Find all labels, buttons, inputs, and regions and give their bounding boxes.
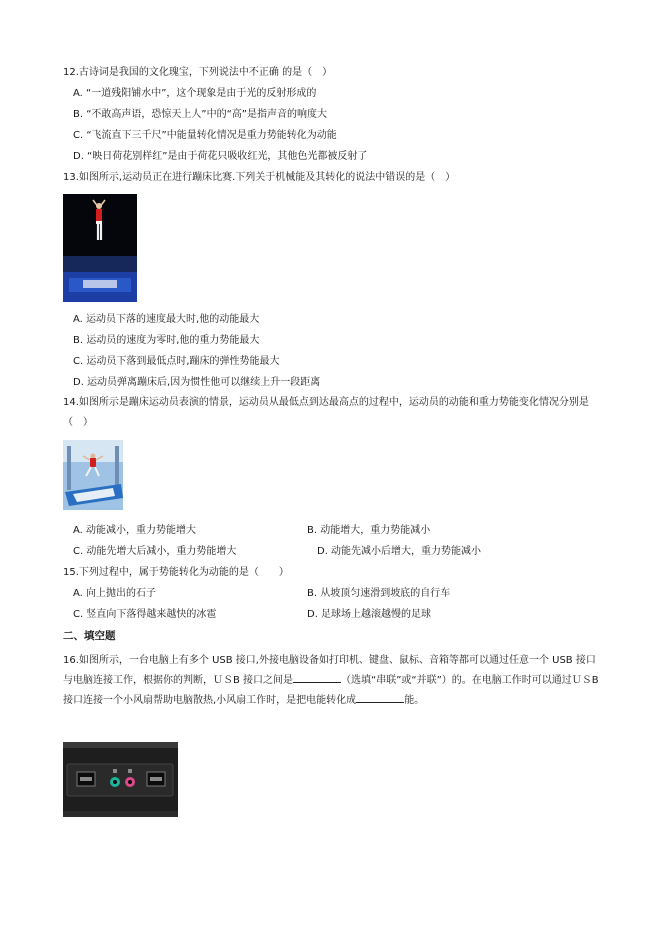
answer-blank-1[interactable] [293,672,341,683]
section-title: 二、填空题 [63,630,116,642]
q16-text [63,651,605,711]
q12-option-b: B. “不敢高声语，恐惊天上人”中的“高”是指声音的响度大 [73,109,327,120]
q12-option-d: D. “映日荷花别样红”是由于荷花只吸收红光，其他色光都被反射了 [73,151,368,162]
q15-option-c: C. 竖直向下落得越来越快的冰雹 [73,609,217,620]
usb-ports-photo [63,742,178,817]
q16-part2: （选填“串联”或“并联”）的。在电脑工作时可以通过ＵＳB 接口连接一个小风扇帮助电脑散热,小风扇工作时，是把电能转化成 [63,675,599,706]
q12-option-a: A. “一道残阳铺水中”，这个现象是由于光的反射形成的 [73,88,317,99]
trampoline-photo-2 [63,440,123,510]
q14-option-d: D. 动能先减小后增大，重力势能减小 [317,546,482,557]
q12-option-c: C. “飞流直下三千尺”中能量转化情况是重力势能转化为动能 [73,130,337,141]
q13-option-b: B. 运动员的速度为零时,他的重力势能最大 [73,335,260,346]
q13-option-c: C. 运动员下落到最低点时,蹦床的弹性势能最大 [73,356,280,367]
q12-stem: 12.古诗词是我国的文化瑰宝，下列说法中不正确 的是（ ） [63,67,333,78]
q14-stem: 14.如图所示是蹦床运动员表演的情景，运动员从最低点到达最高点的过程中，运动员的动能和重力势能变化情况分别是（ ） [63,397,589,428]
trampoline-photo-1 [63,194,137,302]
q13-option-d: D. 运动员弹离蹦床后,因为惯性他可以继续上升一段距离 [73,377,321,388]
q14-option-a: A. 动能减小，重力势能增大 [73,525,197,536]
q15-option-b: B. 从坡顶匀速滑到坡底的自行车 [307,588,451,599]
answer-blank-2[interactable] [356,692,404,703]
q15-option-d: D. 足球场上越滚越慢的足球 [307,609,432,620]
q16-part3: 能。 [404,695,425,706]
q13-stem: 13.如图所示,运动员正在进行蹦床比赛.下列关于机械能及其转化的说法中错误的是（ ） [63,172,456,183]
q14-option-c: C. 动能先增大后减小，重力势能增大 [73,546,237,557]
q13-option-a: A. 运动员下落的速度最大时,他的动能最大 [73,314,260,325]
q15-option-a: A. 向上抛出的石子 [73,588,157,599]
q15-stem: 15.下列过程中，属于势能转化为动能的是（ ） [63,567,289,578]
q16-part1: 16.如图所示，一台电脑上有多个 USB 接口,外接电脑设备如打印机、键盘、鼠标、音箱等都可以通过任意一个 USB 接口与电脑连接工作，根据你的判断，ＵＳB 接口之间是 [63,655,596,686]
q14-option-b: B. 动能增大，重力势能减小 [307,525,431,536]
